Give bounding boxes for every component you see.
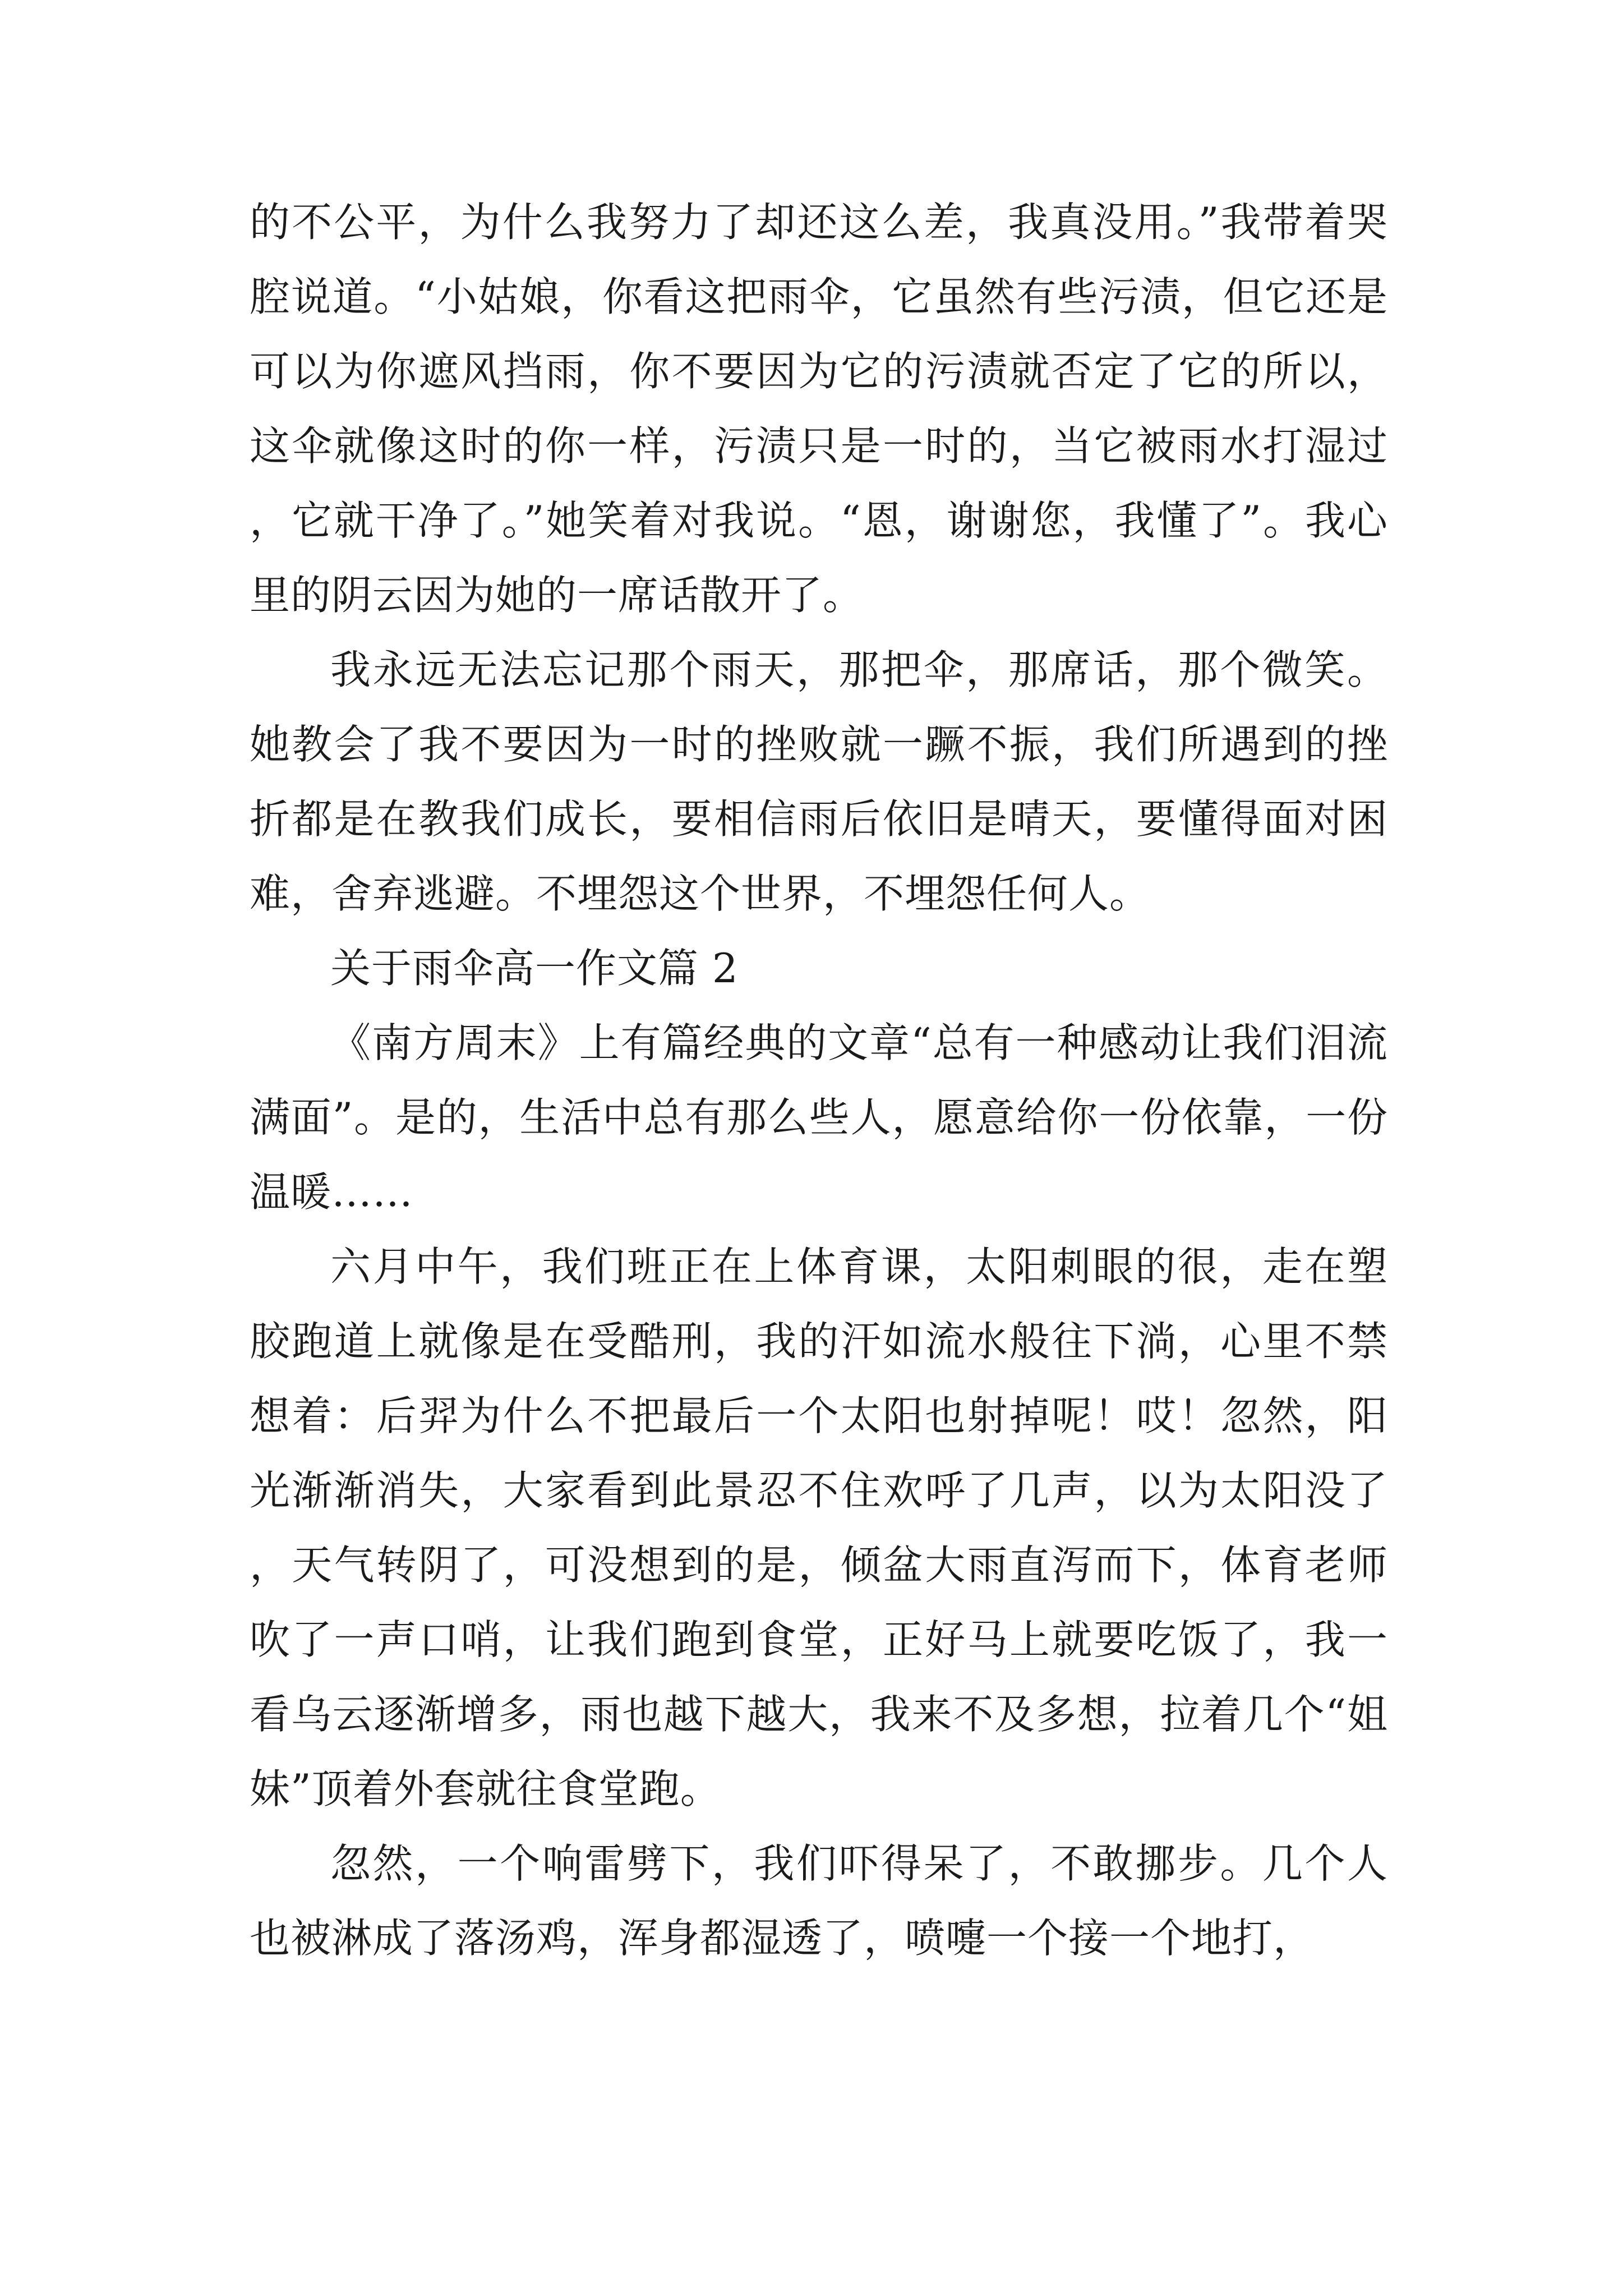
section-heading: 关于雨伞高一作文篇 2	[330, 945, 739, 992]
paragraph-thunder: 忽然，一个响雷劈下，我们吓得呆了，不敢挪步。几个人也被淋成了落汤鸡，浑身都湿透了，喷嚏一个接一个地打，	[250, 1840, 1388, 1962]
paragraph-pe-class: 六月中午，我们班正在上体育课，太阳刺眼的很，走在塑胶跑道上就像是在受酷刑，我的汗如流水般往下淌，心里不禁想着：后羿为什么不把最后一个太阳也射掉呢！哎！忽然，阳光渐渐消失，大家看到此景忍不住欢呼了几声，以为太阳没了，天气转阴了，可没想到的是，倾盆大雨直泻而下，体育老师吹了一声口哨，让我们跑到食堂，正好马上就要吃饭了，我一看乌云逐渐增多，雨也越下越大，我来不及多想，拉着几个“姐妹”顶着外套就往食堂跑。	[250, 1243, 1388, 1812]
paragraph-intro-quote: 《南方周末》上有篇经典的文章“总有一种感动让我们泪流满面”。是的，生活中总有那么些人，愿意给你一份依靠，一份温暖……	[250, 1019, 1388, 1216]
document-page	[250, 185, 1388, 1976]
paragraph-continuation: 的不公平，为什么我努力了却还这么差，我真没用。”我带着哭腔说道。“小姑娘，你看这把雨伞，它虽然有些污渍，但它还是可以为你遮风挡雨，你不要因为它的污渍就否定了它的所以，这伞就像这时的你一样，污渍只是一时的，当它被雨水打湿过，它就干净了。”她笑着对我说。“恩，谢谢您，我懂了”。我心里的阴云因为她的一席话散开了。	[250, 199, 1388, 619]
paragraph-reflection: 我永远无法忘记那个雨天，那把伞，那席话，那个微笑。她教会了我不要因为一时的挫败就一蹶不振，我们所遇到的挫折都是在教我们成长，要相信雨后依旧是晴天，要懂得面对困难，舍弃逃避。不埋怨这个世界，不埋怨任何人。	[250, 646, 1388, 917]
